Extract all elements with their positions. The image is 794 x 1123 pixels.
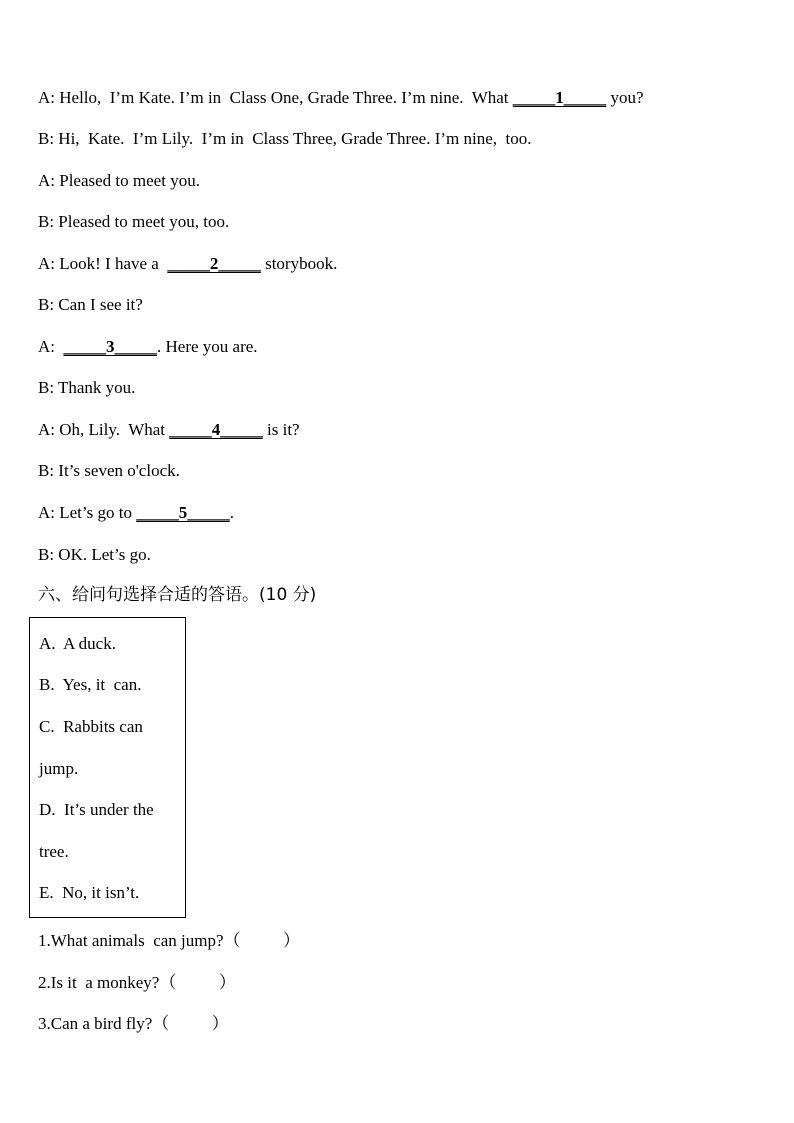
- option-c: C. Rabbits can: [39, 717, 143, 736]
- option-d: D. It’s under the: [39, 800, 154, 819]
- fill-blank[interactable]: _____1_____: [512, 88, 607, 107]
- fill-blank[interactable]: _____4_____: [169, 420, 263, 439]
- fill-blank[interactable]: _____2_____: [167, 254, 261, 273]
- option-e: E. No, it isn’t.: [39, 883, 140, 902]
- dialogue-line: B: OK. Let’s go.: [38, 545, 151, 564]
- option-d-continued: tree.: [39, 842, 69, 861]
- fill-blank[interactable]: _____5_____: [136, 503, 230, 522]
- answer-blank[interactable]: （ ）: [152, 1014, 229, 1033]
- dialogue-line: B: Hi, Kate. I’m Lily. I’m in Class Three, Grade Three. I’m nine, too.: [38, 129, 532, 148]
- question-2: 2.Is it a monkey?（ ）: [38, 973, 236, 992]
- dialogue-line: A: Pleased to meet you.: [38, 171, 200, 190]
- dialogue-line: B: Pleased to meet you, too.: [38, 212, 230, 231]
- question-1: 1.What animals can jump?（ ）: [38, 931, 301, 950]
- answer-blank[interactable]: （ ）: [159, 973, 236, 992]
- dialogue-line: A: Look! I have a _____2_____ storybook.: [38, 254, 338, 273]
- dialogue-line: A: Hello, I’m Kate. I’m in Class One, Grade Three. I’m nine. What _____1_____ you?: [38, 88, 644, 107]
- option-c-continued: jump.: [39, 759, 79, 778]
- dialogue-line: A: _____3_____. Here you are.: [38, 337, 258, 356]
- section-heading: 六、给问句选择合适的答语。(10 分): [38, 585, 317, 605]
- dialogue-line: B: Thank you.: [38, 378, 136, 397]
- dialogue-line: B: It’s seven o'clock.: [38, 461, 180, 480]
- fill-blank[interactable]: _____3_____: [63, 337, 157, 356]
- question-3: 3.Can a bird fly?（ ）: [38, 1014, 229, 1033]
- dialogue-line: A: Oh, Lily. What _____4_____ is it?: [38, 420, 300, 439]
- answer-options-box: [29, 617, 186, 918]
- dialogue-line: A: Let’s go to _____5_____.: [38, 503, 234, 522]
- option-a: A. A duck.: [39, 634, 116, 653]
- dialogue-line: B: Can I see it?: [38, 295, 143, 314]
- option-b: B. Yes, it can.: [39, 675, 142, 694]
- answer-blank[interactable]: （ ）: [223, 931, 301, 950]
